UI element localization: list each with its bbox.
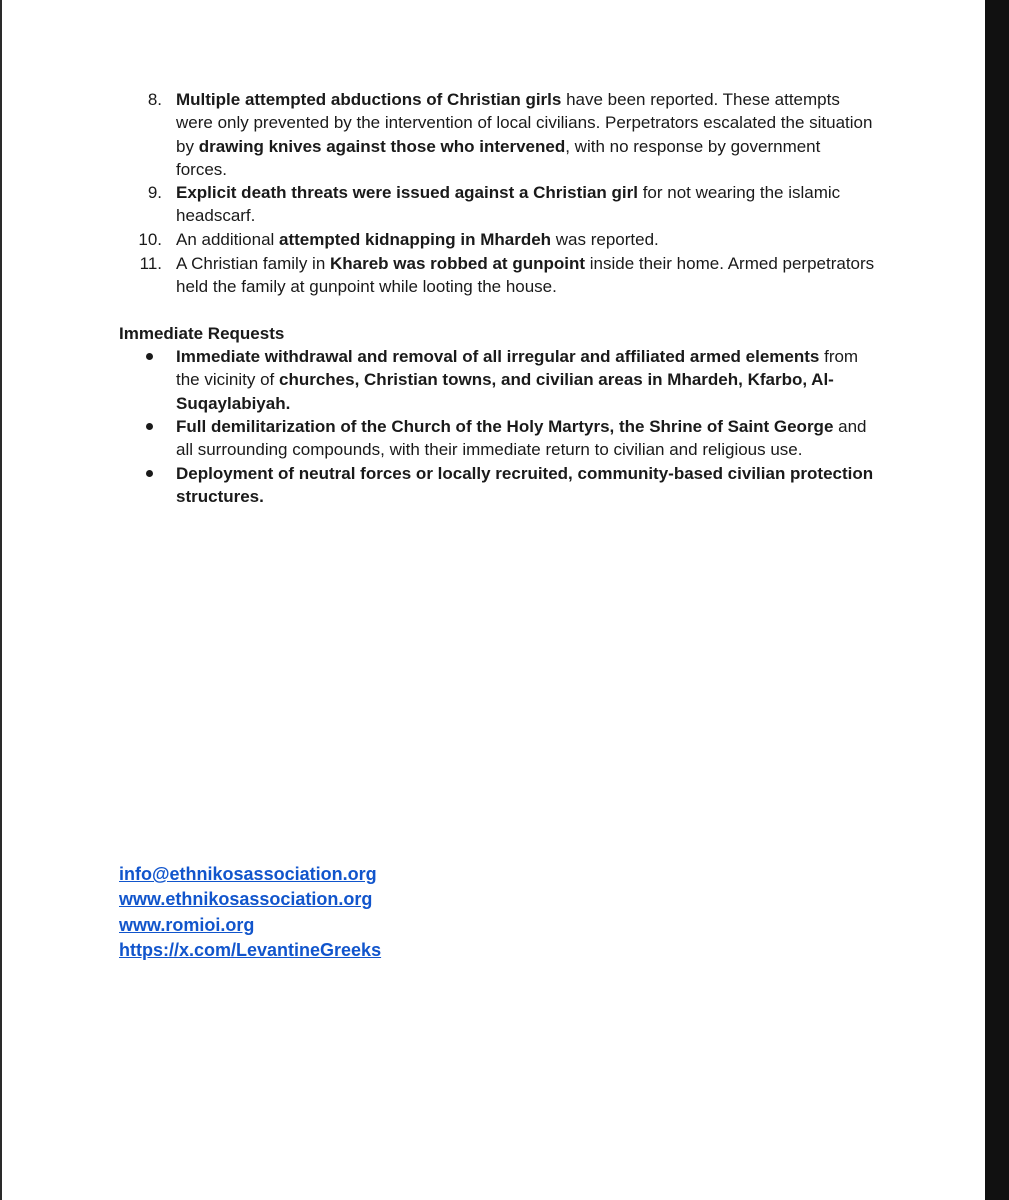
bullet-icon [146, 423, 153, 430]
incident-number: 11. [139, 254, 162, 273]
requests-heading: Immediate Requests [119, 324, 285, 343]
request-text: Deployment of neutral forces or locally recruited, community-based civilian protection structures. [176, 464, 874, 507]
contact-links [119, 862, 381, 963]
bullet-icon [146, 353, 153, 360]
incident-text: Explicit death threats were issued against a Christian girl for not wearing the islamic headscarf. [176, 183, 841, 226]
incident-number: 9. [147, 183, 162, 202]
incident-number: 8. [147, 90, 162, 109]
incident-text: A Christian family in Khareb was robbed at gunpoint inside their home. Armed perpetrators held the family at gunpoint while looting the house. [176, 254, 875, 297]
bullet-icon [146, 470, 153, 477]
romioi-link[interactable]: www.romioi.org [119, 914, 255, 935]
website-link[interactable]: www.ethnikosassociation.org [119, 889, 373, 910]
incident-text: An additional attempted kidnapping in Mhardeh was reported. [176, 230, 659, 249]
email-link[interactable]: info@ethnikosassociation.org [119, 864, 377, 884]
viewer-edge [985, 0, 1009, 1200]
request-text: Full demilitarization of the Church of the Holy Martyrs, the Shrine of Saint George and all surrounding compounds, with their immediate return to civilian and religious use. [176, 417, 867, 460]
incident-number: 10. [138, 230, 162, 249]
twitter-link[interactable]: https://x.com/LevantineGreeks [119, 939, 382, 960]
incident-text: Multiple attempted abductions of Christian girls have been reported. These attempts were only prevented by the intervention of local civilians. Perpetrators escalated the situation by drawing knives against those who intervened, with no response by government forces. [176, 90, 873, 179]
request-text: Immediate withdrawal and removal of all irregular and affiliated armed elements from the vicinity of churches, Christian towns, and civilian areas in Mhardeh, Kfarbo, Al-Suqaylabiyah. [176, 347, 859, 413]
